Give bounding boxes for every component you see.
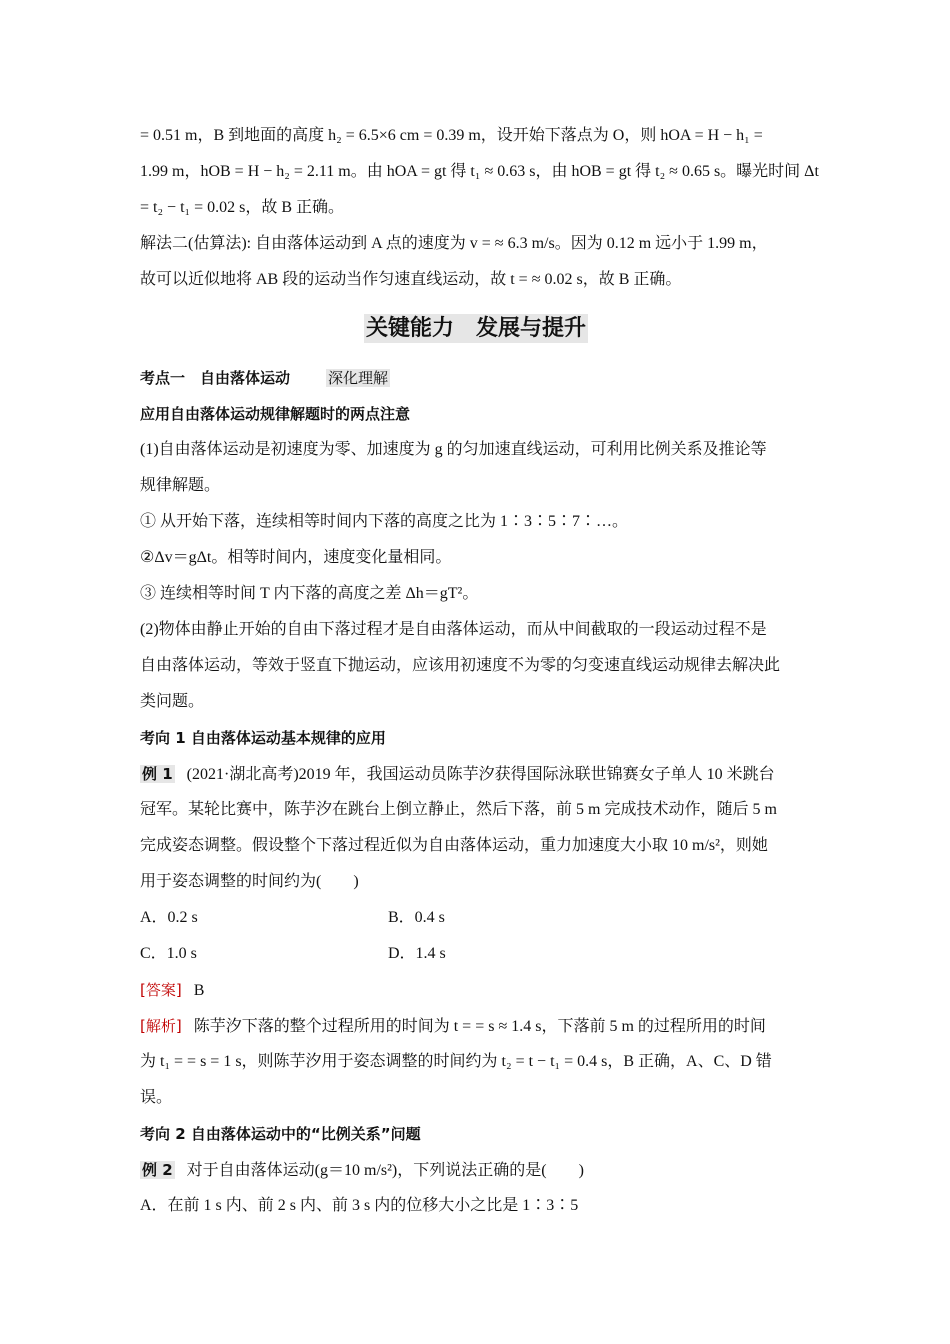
analysis-line: 为 t₁ = = s = 1 s，则陈芋汐用于姿态调整的时间约为 t₂ = t − t₁ = 0.4 s，B 正确，A、C、D 错 xyxy=(140,1053,772,1070)
analysis-line: 误。 xyxy=(140,1089,173,1106)
text-line: 1.99 m，hOB = H − h₂ = 2.11 m。由 hOA = gt 得 t₁ ≈ 0.63 s，由 hOB = gt 得 t₂ ≈ 0.65 s。曝光时间 Δt xyxy=(140,163,819,180)
option-a: A．在前 1 s 内、前 2 s 内、前 3 s 内的位移大小之比是 1∶3∶5 xyxy=(140,1197,579,1214)
options-row xyxy=(140,900,812,936)
answer-line xyxy=(140,972,812,1008)
option-d: D．1.4 s xyxy=(388,945,446,962)
note-line: 规律解题。 xyxy=(140,477,221,494)
options-row xyxy=(140,936,812,972)
option-c: C．1.0 s xyxy=(140,945,197,962)
note-line: ②Δv＝gΔt。相等时间内，速度变化量相同。 xyxy=(140,549,452,566)
example-line: 冠军。某轮比赛中，陈芋汐在跳台上倒立静止，然后下落，前 5 m 完成技术动作，随后 5 m xyxy=(140,801,777,818)
text-line: 故可以近似地将 AB 段的运动当作匀速直线运动，故 t = ≈ 0.02 s，故 B 正确。 xyxy=(140,271,682,288)
answer-value: B xyxy=(193,982,205,999)
note-line: ③ 连续相等时间 T 内下落的高度之差 Δh＝gT²。 xyxy=(140,585,479,602)
section-title-text: 关键能力 发展与提升 xyxy=(365,316,586,341)
option-b: B．0.4 s xyxy=(388,909,445,926)
option-a: A．0.2 s xyxy=(140,909,198,926)
note-line: (1)自由落体运动是初速度为零、加速度为 g 的匀加速直线运动，可利用比例关系及推论等 xyxy=(140,441,767,458)
analysis-text: 陈芋汐下落的整个过程所用的时间为 t = = s ≈ 1.4 s，下落前 5 m 的过程所用的时间 xyxy=(193,1018,766,1035)
text-line: = 0.51 m，B 到地面的高度 h₂ = 6.5×6 cm = 0.39 m，设开始下落点为 O，则 hOA = H − h₁ = xyxy=(140,127,763,144)
text-line: 解法二(估算法): 自由落体运动到 A 点的速度为 v = ≈ 6.3 m/s。因为 0.12 m 远小于 1.99 m， xyxy=(140,235,768,252)
example-line xyxy=(140,1152,812,1188)
example-line: 完成姿态调整。假设整个下落过程近似为自由落体运动，重力加速度大小取 10 m/s²，则她 xyxy=(140,837,768,854)
note-line: ① 从开始下落，连续相等时间内下落的高度之比为 1∶3∶5∶7∶…。 xyxy=(140,513,629,530)
example-label: 例 1 xyxy=(142,765,173,783)
topic-tag: 深化理解 xyxy=(328,369,389,387)
topic-label: 考点一 自由落体运动 xyxy=(140,369,291,387)
direction-heading: 考向 2 自由落体运动中的“比例关系”问题 xyxy=(140,1125,421,1143)
analysis-line xyxy=(140,1008,812,1044)
text-line: = t₂ − t₁ = 0.02 s，故 B 正确。 xyxy=(140,199,345,216)
topic-heading xyxy=(140,360,812,396)
example-line: 用于姿态调整的时间约为( ) xyxy=(140,873,359,890)
section-title xyxy=(140,298,812,360)
example-label: 例 2 xyxy=(142,1161,173,1179)
answer-label: [答案] xyxy=(140,981,182,999)
note-line: 自由落体运动，等效于竖直下抛运动，应该用初速度不为零的匀变速直线运动规律去解决此 xyxy=(140,657,781,674)
example-line xyxy=(140,756,812,792)
note-line: (2)物体由静止开始的自由下落过程才是自由落体运动，而从中间截取的一段运动过程不是 xyxy=(140,621,767,638)
document-body xyxy=(140,118,819,1224)
direction-heading: 考向 1 自由落体运动基本规律的应用 xyxy=(140,729,386,747)
analysis-label: [解析] xyxy=(140,1017,182,1035)
note-line: 类问题。 xyxy=(140,693,205,710)
example-text: (2021·湖北高考)2019 年，我国运动员陈芋汐获得国际泳联世锦赛女子单人 10 米跳台 xyxy=(186,766,775,783)
example-text: 对于自由落体运动(g＝10 m/s²)，下列说法正确的是( ) xyxy=(186,1162,584,1179)
note-heading: 应用自由落体运动规律解题时的两点注意 xyxy=(140,405,411,423)
